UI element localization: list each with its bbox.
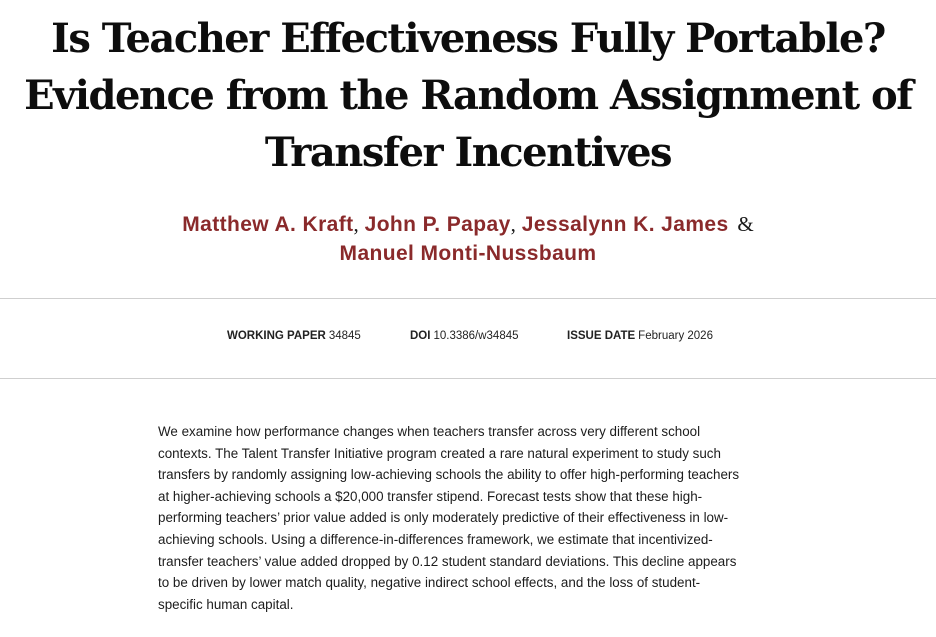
meta-label: WORKING PAPER	[227, 330, 326, 342]
abstract-line: at higher-achieving schools a $20,000 transfer stipend. Forecast tests show that these high-	[158, 488, 703, 504]
title-line: Is Teacher Effectiveness Fully Portable?	[51, 15, 885, 62]
working-paper-number	[227, 330, 361, 342]
author-link-papay[interactable]: John P. Papay	[364, 213, 511, 236]
abstract-line: We examine how performance changes when teachers transfer across very different school	[158, 424, 701, 439]
author-separator: ,	[353, 212, 359, 236]
meta-value: 34845	[328, 330, 361, 342]
paper-title	[0, 10, 936, 181]
author-conjunction: &	[737, 212, 754, 236]
title-line: Transfer Incentives	[264, 129, 672, 176]
divider-bottom	[0, 378, 936, 379]
abstract-line: transfers by randomly assigning low-achieving schools the ability to offer high-performing teachers	[158, 467, 740, 483]
abstract-line: achieving schools. Using a difference-in-differences framework, we estimate that incentivized-	[158, 531, 713, 547]
author-link-monti-nussbaum[interactable]: Manuel Monti-Nussbaum	[339, 242, 597, 265]
abstract	[158, 421, 790, 615]
author-list	[0, 210, 936, 268]
issue-date	[567, 330, 713, 342]
author-separator: ,	[510, 212, 516, 236]
meta-label: DOI	[410, 330, 431, 342]
author-link-james[interactable]: Jessalynn K. James	[521, 213, 729, 236]
author-line	[0, 210, 936, 239]
abstract-line: performing teachers’ prior value added is only moderately predictive of their effectiveness in low-	[158, 510, 729, 526]
meta-value: 10.3386/w34845	[433, 330, 519, 342]
author-line	[0, 239, 936, 268]
abstract-line: transfer teachers’ value added dropped by 0.12 student standard deviations. This decline appears	[158, 553, 737, 569]
abstract-line: specific human capital.	[158, 596, 294, 612]
author-link-kraft[interactable]: Matthew A. Kraft	[182, 213, 354, 236]
meta-label: ISSUE DATE	[567, 330, 636, 342]
divider-top	[0, 298, 936, 299]
abstract-line: to be driven by lower match quality, negative indirect school effects, and the loss of student-	[158, 575, 701, 591]
title-line: Evidence from the Random Assignment of	[24, 72, 912, 119]
meta-value: February 2026	[638, 330, 713, 342]
doi	[410, 330, 519, 342]
abstract-line: contexts. The Talent Transfer Initiative program created a rare natural experiment to study such	[158, 445, 721, 461]
